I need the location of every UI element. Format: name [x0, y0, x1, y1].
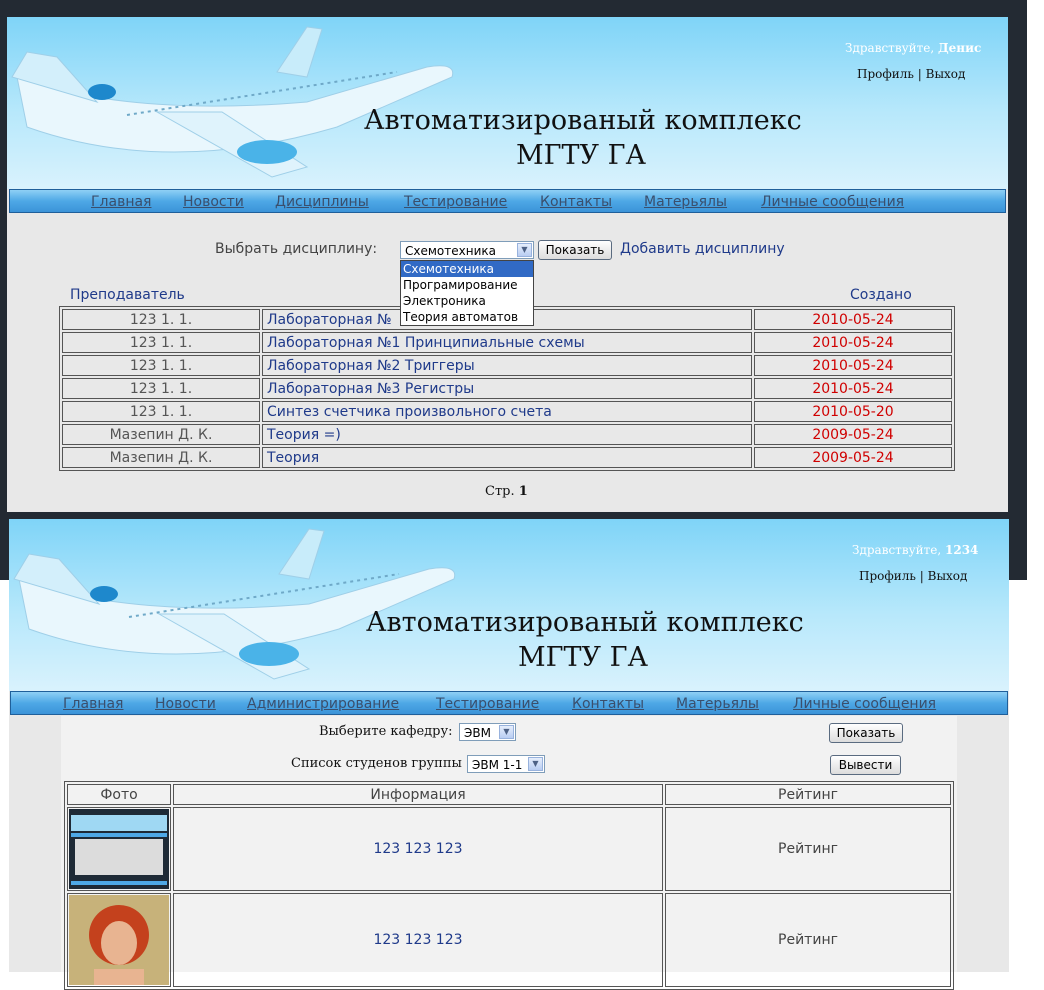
site-title-line2: МГТУ ГА — [516, 140, 646, 171]
nav-contacts[interactable]: Контакты — [540, 194, 613, 210]
chevron-down-icon[interactable]: ▼ — [528, 757, 543, 771]
table-row — [62, 378, 952, 399]
dropdown-option[interactable]: Схемотехника — [401, 261, 533, 277]
students-table — [64, 781, 954, 990]
nav-testing[interactable]: Тестирование — [404, 194, 508, 210]
date-cell: 2010-05-24 — [754, 378, 952, 399]
output-button[interactable]: Вывести — [830, 755, 901, 775]
materials-table — [59, 306, 955, 471]
teacher-cell: 123 1. 1. — [62, 401, 260, 422]
greeting-text: Здравствуйте, — [852, 543, 945, 557]
airplane-image — [9, 519, 479, 691]
greeting — [852, 543, 978, 557]
column-teacher: Преподаватель — [70, 287, 185, 303]
logout-link[interactable]: Выход — [925, 67, 966, 81]
dropdown-option[interactable]: Теория автоматов — [403, 310, 519, 324]
group-select-value: ЭВМ 1-1 — [472, 758, 523, 772]
rating-cell: Рейтинг — [665, 893, 951, 987]
dropdown-option[interactable]: Програмирование — [403, 278, 518, 292]
dropdown-option[interactable]: Электроника — [403, 294, 486, 308]
nav-contacts[interactable]: Контакты — [572, 696, 645, 712]
date-cell: 2010-05-20 — [754, 401, 952, 422]
nav-home[interactable]: Главная — [63, 696, 124, 712]
show-button[interactable]: Показать — [538, 240, 612, 260]
group-list-label: Список студенов группы — [291, 756, 462, 771]
chevron-down-icon[interactable]: ▼ — [517, 243, 532, 257]
nav-materials[interactable]: Матерьялы — [644, 194, 727, 210]
student-info-link[interactable]: 123 123 123 — [173, 807, 663, 891]
greeting-text: Здравствуйте, — [845, 41, 938, 55]
material-link[interactable]: Синтез счетчика произвольного счета — [262, 401, 752, 422]
nav-materials[interactable]: Матерьялы — [676, 696, 759, 712]
nav-disciplines[interactable]: Дисциплины — [275, 194, 369, 210]
nav-admin[interactable]: Администрирование — [247, 696, 400, 712]
teacher-cell: 123 1. 1. — [62, 309, 260, 330]
department-select-value: ЭВМ — [464, 726, 491, 740]
header-banner — [7, 17, 1008, 189]
site-title-line2: МГТУ ГА — [518, 642, 648, 673]
rating-cell: Рейтинг — [665, 807, 951, 891]
table-row — [62, 447, 952, 468]
nav-news[interactable]: Новости — [155, 696, 216, 712]
greeting — [845, 41, 981, 55]
date-cell: 2010-05-24 — [754, 332, 952, 353]
profile-link[interactable]: Профиль — [859, 569, 916, 583]
chevron-down-icon[interactable]: ▼ — [499, 725, 514, 739]
table-row — [62, 332, 952, 353]
add-discipline-link[interactable]: Добавить дисциплину — [620, 241, 785, 257]
column-created: Создано — [850, 287, 912, 303]
main-nav — [10, 691, 1008, 715]
photo-cell — [67, 807, 171, 891]
teacher-cell: Мазепин Д. К. — [62, 447, 260, 468]
material-link[interactable]: Лабораторная №2 Триггеры — [262, 355, 752, 376]
user-name: 1234 — [945, 543, 979, 557]
material-link[interactable]: Лабораторная № — [262, 309, 752, 330]
nav-news[interactable]: Новости — [183, 194, 244, 210]
column-rating: Рейтинг — [665, 784, 951, 805]
profile-link[interactable]: Профиль — [857, 67, 914, 81]
account-links — [857, 67, 965, 81]
site-title-line1: Автоматизированый комплекс — [364, 105, 802, 136]
site-title-line1: Автоматизированый комплекс — [366, 607, 804, 638]
page-indicator — [485, 484, 528, 499]
discipline-select-value: Схемотехника — [405, 244, 496, 258]
material-link[interactable]: Теория — [262, 447, 752, 468]
airplane-image — [7, 17, 477, 189]
group-select[interactable] — [467, 755, 545, 773]
column-photo: Фото — [67, 784, 171, 805]
separator: | — [917, 67, 922, 81]
separator: | — [919, 569, 924, 583]
date-cell: 2009-05-24 — [754, 424, 952, 445]
table-row — [67, 893, 951, 987]
table-row — [62, 401, 952, 422]
date-cell: 2010-05-24 — [754, 309, 952, 330]
student-photo[interactable] — [69, 809, 169, 889]
page-label: Стр. — [485, 484, 515, 499]
choose-discipline-label: Выбрать дисциплину: — [215, 241, 378, 257]
discipline-dropdown-list — [400, 260, 534, 326]
nav-messages[interactable]: Личные сообщения — [793, 696, 937, 712]
account-links — [859, 569, 967, 583]
table-row — [62, 424, 952, 445]
department-label: Выберите кафедру: — [319, 724, 453, 739]
material-link[interactable]: Теория =) — [262, 424, 752, 445]
main-nav — [9, 189, 1006, 213]
show-button[interactable]: Показать — [829, 723, 903, 743]
photo-cell — [67, 893, 171, 987]
column-info: Информация — [173, 784, 663, 805]
logout-link[interactable]: Выход — [927, 569, 968, 583]
material-link[interactable]: Лабораторная №3 Регистры — [262, 378, 752, 399]
teacher-cell: Мазепин Д. К. — [62, 424, 260, 445]
page-number[interactable]: 1 — [518, 484, 528, 499]
teacher-cell: 123 1. 1. — [62, 355, 260, 376]
nav-home[interactable]: Главная — [91, 194, 152, 210]
table-header — [67, 784, 951, 805]
table-row — [67, 807, 951, 891]
date-cell: 2009-05-24 — [754, 447, 952, 468]
department-select[interactable] — [459, 723, 516, 741]
teacher-cell: 123 1. 1. — [62, 332, 260, 353]
student-info-link[interactable]: 123 123 123 — [173, 893, 663, 987]
table-row — [62, 355, 952, 376]
nav-messages[interactable]: Личные сообщения — [761, 194, 905, 210]
header-banner — [9, 519, 1009, 691]
nav-testing[interactable]: Тестирование — [436, 696, 540, 712]
date-cell: 2010-05-24 — [754, 355, 952, 376]
material-link[interactable]: Лабораторная №1 Принципиальные схемы — [262, 332, 752, 353]
teacher-cell: 123 1. 1. — [62, 378, 260, 399]
user-name: Денис — [938, 41, 982, 55]
discipline-select[interactable] — [400, 241, 534, 259]
